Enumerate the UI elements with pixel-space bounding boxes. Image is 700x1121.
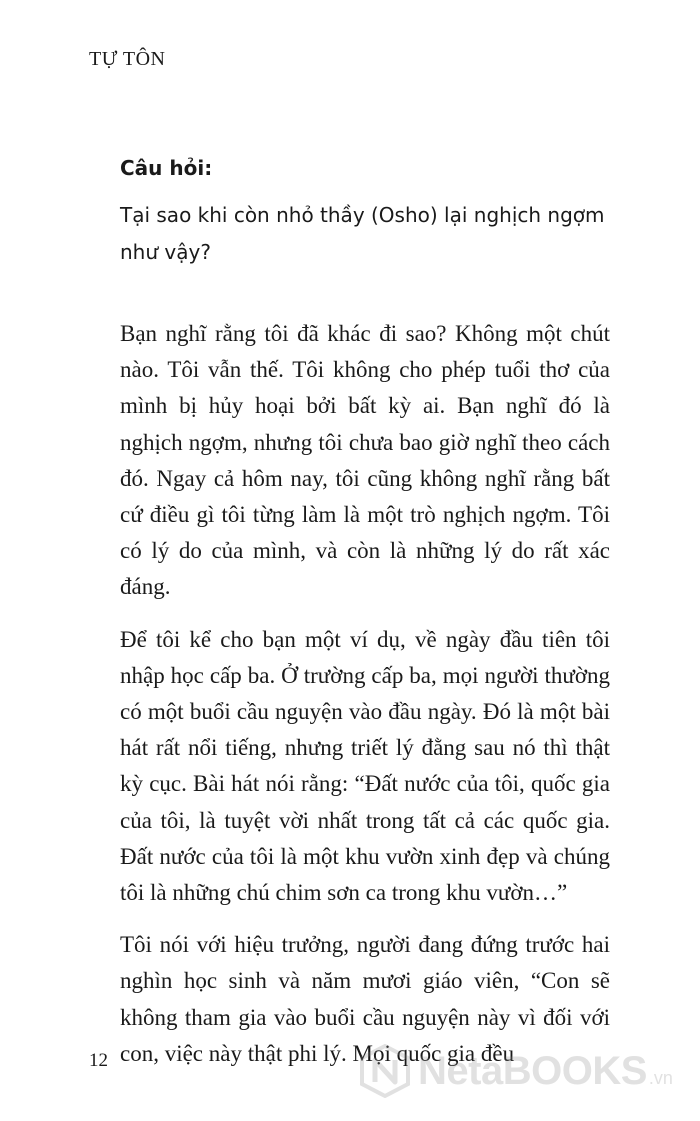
paragraph-1: Bạn nghĩ rằng tôi đã khác đi sao? Không một chút nào. Tôi vẫn thế. Tôi không cho phép tuổi thơ của mình bị hủy hoại bởi bất kỳ ai. Bạn nghĩ đó là nghịch ngợm, nhưng tôi chưa bao giờ nghĩ theo cách đó. Ngay cả hôm nay, tôi cũng không nghĩ rằng bất cứ điều gì tôi từng làm là một trò nghịch ngợm. Tôi có lý do của mình, và còn là những lý do rất xác đáng. xyxy=(120,321,610,600)
watermark xyxy=(358,1044,673,1098)
paragraph-3: Tôi nói với hiệu trưởng, người đang đứng trước hai nghìn học sinh và năm mươi giáo viên, “Con sẽ không tham gia vào buổi cầu nguyện này vì đối với con, việc này thật phi lý. Mọi quốc gia đều xyxy=(120,932,610,1066)
question-label: Câu hỏi: xyxy=(120,156,213,180)
page-number: 12 xyxy=(89,1050,108,1071)
question-block xyxy=(120,150,630,271)
paragraph-2: Để tôi kể cho bạn một ví dụ, về ngày đầu tiên tôi nhập học cấp ba. Ở trường cấp ba, mọi người thường có một buổi cầu nguyện vào đầu ngày. Đó là một bài hát rất nổi tiếng, nhưng triết lý đằng sau nó thì thật kỳ cục. Bài hát nói rằng: “Đất nước của tôi, quốc gia của tôi, là tuyệt vời nhất trong tất cả các quốc gia. Đất nước của tôi là một khu vườn xinh đẹp và chúng tôi là những chú chim sơn ca trong khu vườn…” xyxy=(120,626,610,906)
running-title: TỰ TÔN xyxy=(89,48,166,70)
question-text: Tại sao khi còn nhỏ thầy (Osho) lại nghịch ngợm như vậy? xyxy=(120,203,605,264)
watermark-suffix: .vn xyxy=(648,1067,673,1088)
watermark-brand: NetaBOOKS xyxy=(418,1048,647,1093)
netabooks-logo-icon xyxy=(358,1044,412,1098)
body-text xyxy=(120,316,610,1088)
